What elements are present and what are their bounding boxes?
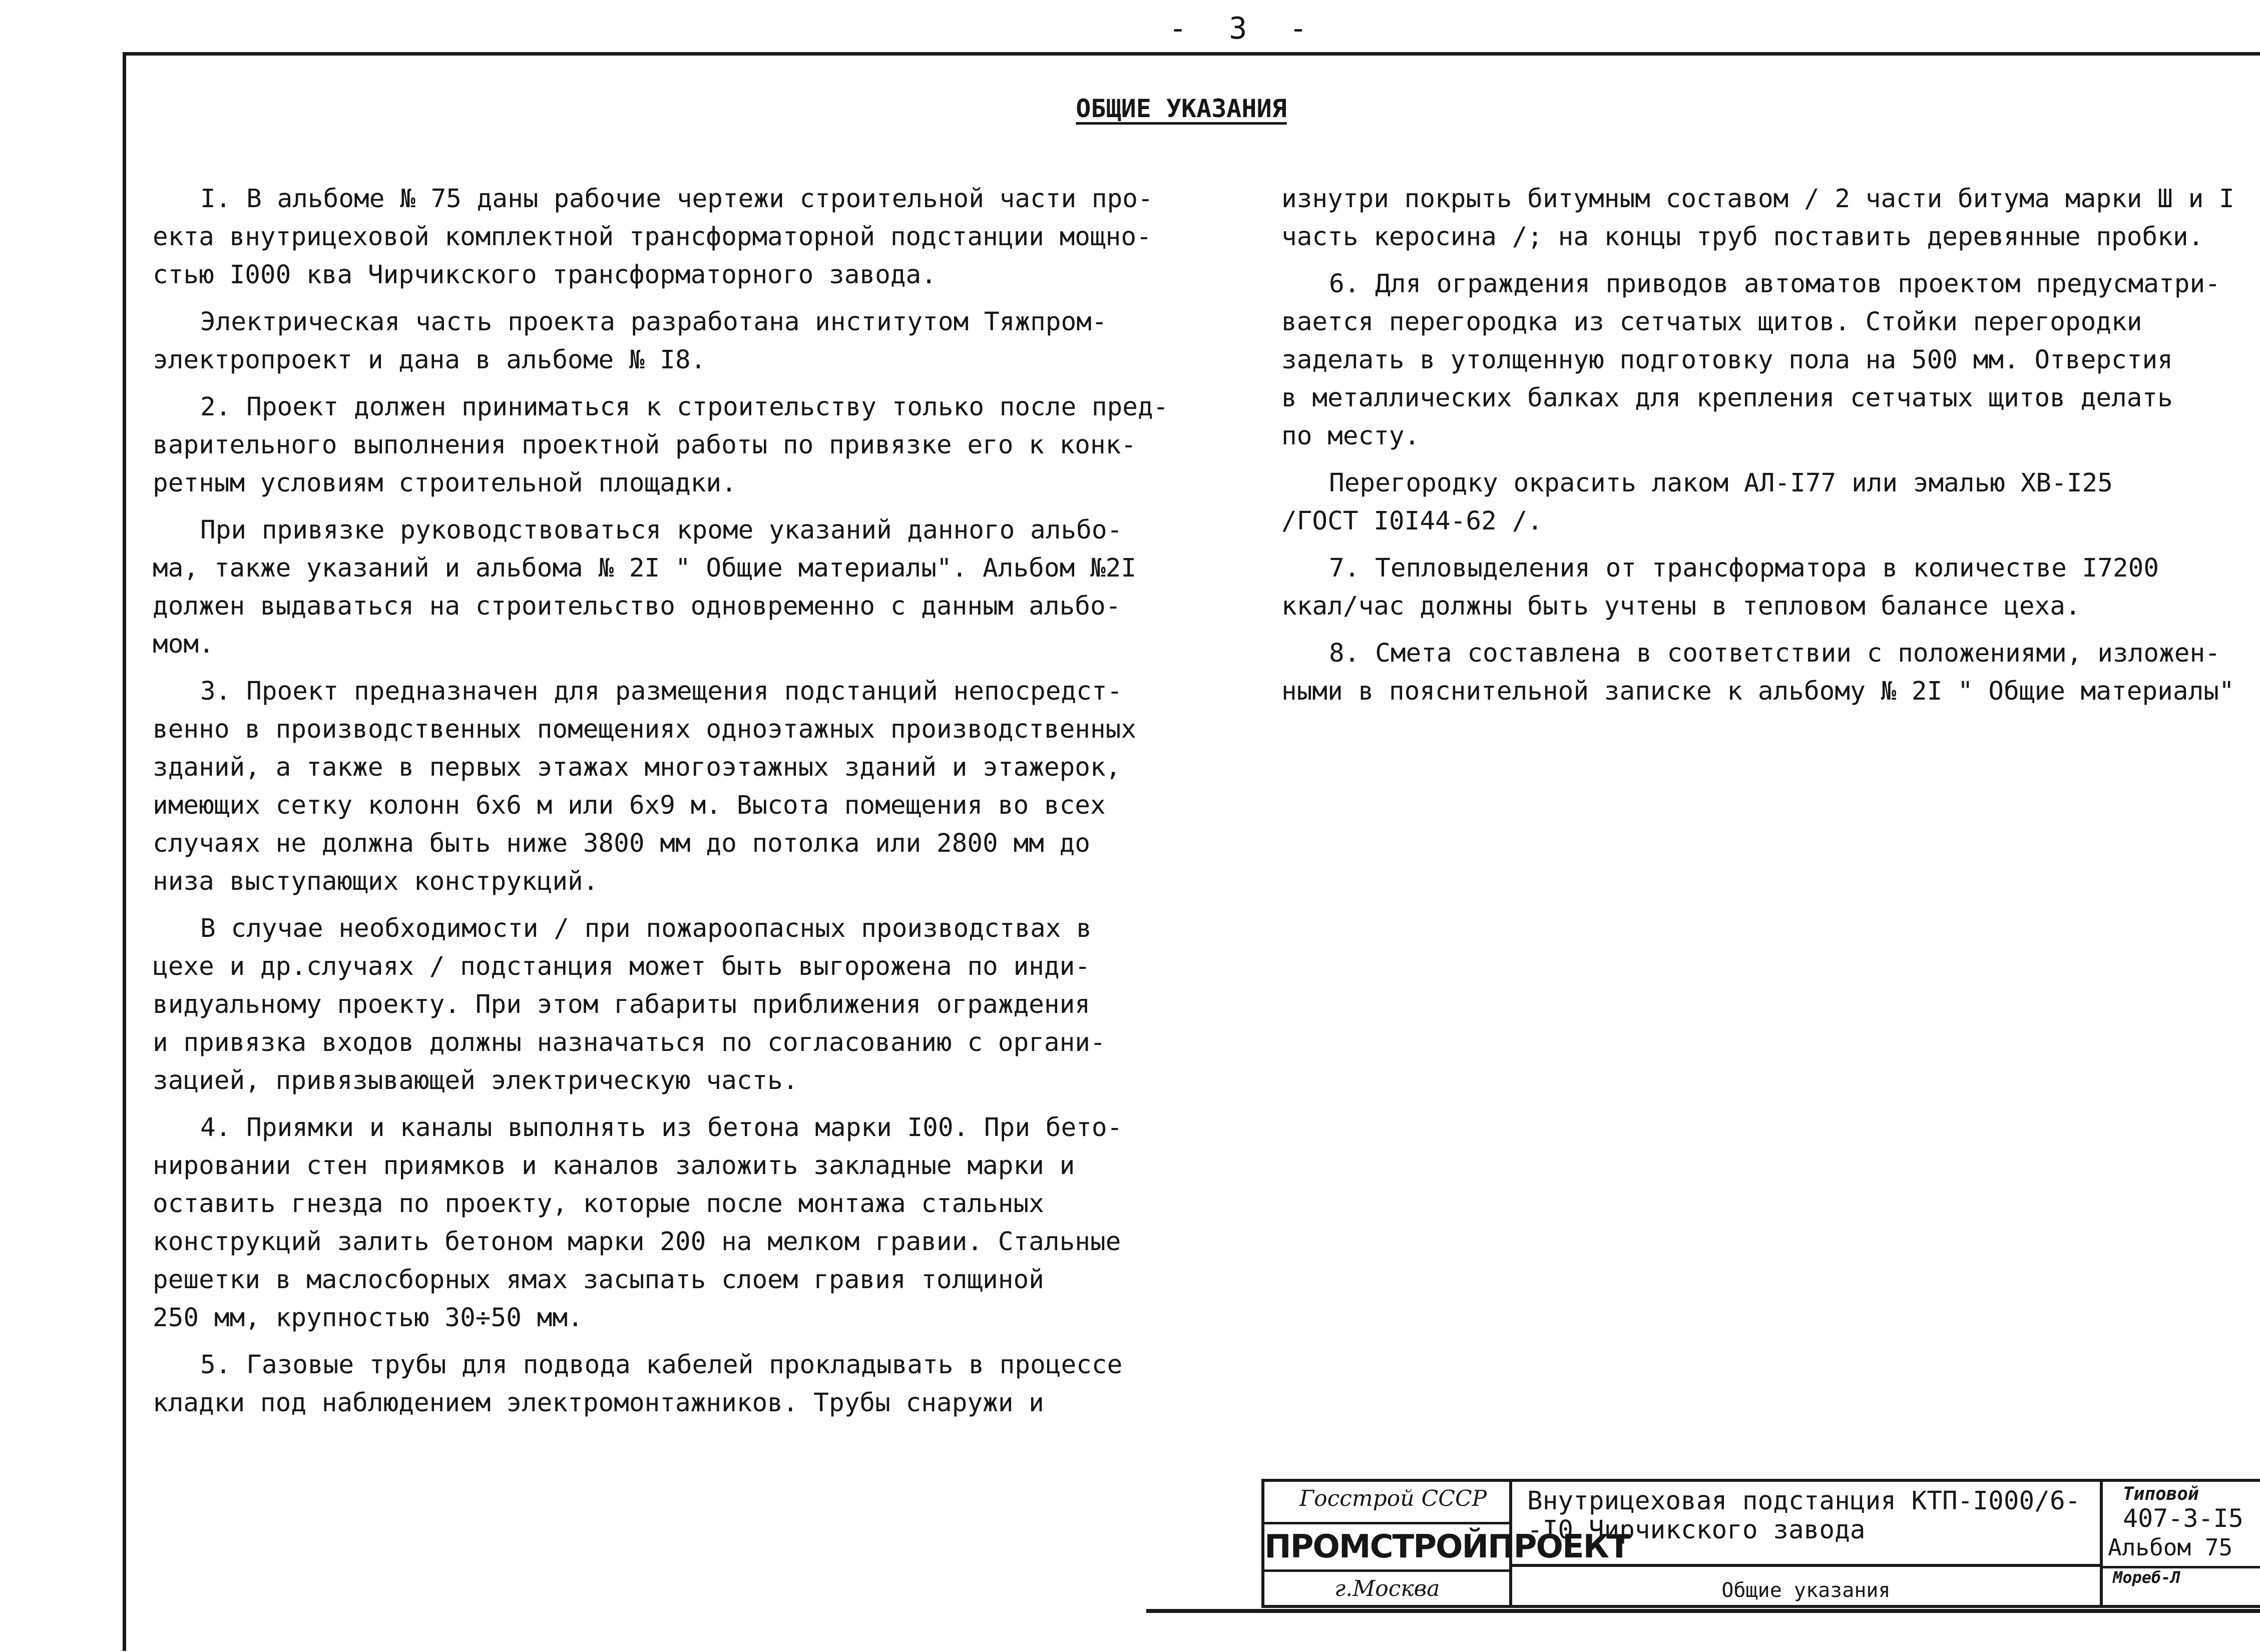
text-line: случаях не должна быть ниже 3800 мм до потолка или 2800 мм до	[153, 829, 1090, 858]
project-number: 407-3-I5	[2123, 1504, 2243, 1533]
document-heading: ОБЩИЕ УКАЗАНИЯ	[1076, 94, 1287, 123]
text-line: 2. Проект должен приниматься к строительству только после пред-	[200, 392, 1169, 422]
paragraph	[153, 388, 1169, 502]
text-line: 5. Газовые трубы для подвода кабелей прокладывать в процессе	[200, 1350, 1123, 1380]
text-line: ккал/час должны быть учтены в тепловом балансе цеха.	[1281, 592, 2081, 621]
paragraph	[1281, 464, 2260, 540]
text-line: 7. Тепловыделения от трансформатора в количестве I7200	[1329, 554, 2159, 583]
album-number: Альбом 75	[2108, 1534, 2233, 1561]
text-line: 4. Приямки и каналы выполнять из бетона марки I00. При бето-	[200, 1113, 1123, 1143]
right-text-column	[1281, 180, 2260, 720]
signature-mark: Мореб-Л	[2113, 1568, 2180, 1587]
title-block	[1261, 1479, 2260, 1608]
text-line: и привязка входов должны назначаться по согласованию с органи-	[153, 1028, 1106, 1057]
text-line: ными в пояснительной записке к альбому № 2I " Общие материалы"	[1281, 677, 2234, 706]
text-line: заделать в утолщенную подготовку пола на 500 мм. Отверстия	[1281, 345, 2173, 375]
text-line: вается перегородка из сетчатых щитов. Стойки перегородки	[1281, 307, 2142, 337]
project-title-cell	[1512, 1482, 2103, 1567]
text-line: решетки в маслосборных ямах засыпать слоем гравия толщиной	[153, 1265, 1044, 1295]
text-line: ретным условиям строительной площадки.	[153, 468, 737, 498]
paragraph	[1281, 549, 2260, 626]
text-line: 250 мм, крупностью 30÷50 мм.	[153, 1303, 583, 1333]
left-frame-line	[123, 52, 126, 1651]
text-line: /ГОСТ I0I44-62 /.	[1281, 506, 1543, 536]
text-line: екта внутрицеховой комплектной трансформаторной подстанции мощно-	[153, 222, 1152, 252]
bottom-frame-line	[1146, 1609, 2260, 1613]
text-line: стью I000 ква Чирчикского трансформаторного завода.	[153, 260, 937, 290]
left-text-column	[153, 180, 1169, 1431]
sheet-title-cell: Общие указания	[1512, 1567, 2103, 1608]
organization-city: г.Москва	[1334, 1576, 1440, 1601]
text-line: Электрическая часть проекта разработана институтом Тяжпром-	[200, 307, 1107, 337]
text-line: имеющих сетку колонн 6х6 м или 6х9 м. Высота помещения во всех	[153, 791, 1106, 820]
paragraph	[153, 180, 1154, 294]
text-line: нировании стен приямков и каналов заложить закладные марки и	[153, 1151, 1075, 1181]
text-line: видуальному проекту. При этом габариты приближения ограждения	[153, 990, 1090, 1019]
paragraph	[153, 910, 1154, 1100]
paragraph	[153, 511, 1154, 664]
text-line: конструкций залить бетоном марки 200 на мелком гравии. Стальные	[153, 1227, 1121, 1257]
text-line: мом.	[153, 630, 214, 659]
text-line: часть керосина /; на концы труб поставить деревянные пробки.	[1281, 222, 2204, 252]
paragraph	[1281, 635, 2260, 711]
project-code-cell	[2103, 1482, 2260, 1608]
text-line: в металлических балках для крепления сетчатых щитов делать	[1281, 383, 2173, 413]
text-line: ма, также указаний и альбома № 2I " Общие материалы". Альбом №2I	[153, 554, 1137, 583]
text-line: варительного выполнения проектной работы по привязке его к конк-	[153, 430, 1137, 460]
page-number: - 3 -	[1169, 11, 1319, 46]
text-line: В случае необходимости / при пожароопасных производствах в	[200, 914, 1092, 943]
paragraph	[153, 1109, 1154, 1337]
text-line: Перегородку окрасить лаком АЛ-I77 или эмалью ХВ-I25	[1329, 468, 2113, 498]
text-line: кладки под наблюдением электромонтажников. Трубы снаружи и	[153, 1388, 1044, 1418]
paragraph	[1281, 180, 2260, 256]
top-frame-line	[123, 52, 2260, 56]
text-line: по месту.	[1281, 421, 1420, 451]
text-line: I. В альбоме № 75 даны рабочие чертежи строительной части про-	[200, 184, 1153, 214]
organization-ministry: Госстрой СССР	[1299, 1486, 1487, 1511]
project-title-line: -I0 Чирчикского завода	[1527, 1515, 1866, 1545]
text-line: 3. Проект предназначен для размещения подстанций непосредст-	[200, 677, 1123, 706]
project-type: Типовой	[2123, 1484, 2199, 1504]
text-line: При привязке руководствоваться кроме указаний данного альбо-	[200, 515, 1123, 545]
text-line: зацией, привязывающей электрическую часть.	[153, 1066, 798, 1095]
paragraph	[153, 673, 1154, 901]
paragraph	[153, 303, 1154, 379]
project-title-line: Внутрицеховая подстанция КТП-I000/6-	[1527, 1486, 2081, 1516]
text-line: оставить гнезда по проекту, которые после монтажа стальных	[153, 1189, 1044, 1219]
paragraph	[1281, 265, 2260, 455]
text-line: венно в производственных помещениях одноэтажных производственных	[153, 715, 1137, 744]
text-line: 8. Смета составлена в соответствии с положениями, изложен-	[1329, 639, 2220, 668]
text-line: 6. Для ограждения приводов автоматов проектом предусматри-	[1329, 269, 2220, 299]
text-line: изнутри покрыть битумным составом / 2 части битума марки Ш и I	[1281, 184, 2234, 214]
organization-cell	[1264, 1482, 1629, 1608]
text-line: низа выступающих конструкций.	[153, 867, 599, 896]
text-line: зданий, а также в первых этажах многоэтажных зданий и этажерок,	[153, 753, 1121, 782]
organization-name: ПРОМСТРОЙПРОЕКТ	[1264, 1522, 1509, 1572]
text-line: должен выдаваться на строительство одновременно с данным альбо-	[153, 592, 1121, 621]
text-line: электропроект и дана в альбоме № I8.	[153, 345, 706, 375]
text-line: цехе и др.случаях / подстанция может быть выгорожена по инди-	[153, 952, 1090, 981]
paragraph	[153, 1346, 1154, 1422]
